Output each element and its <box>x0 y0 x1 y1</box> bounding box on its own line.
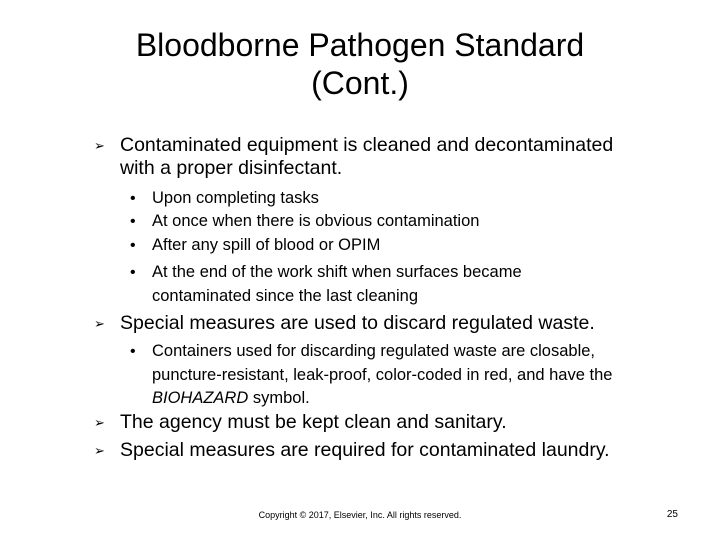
copyright-footer: Copyright © 2017, Elsevier, Inc. All rights reserved. <box>258 510 462 520</box>
bullet-2-line-1: Special measures are used to discard regulated waste. <box>120 312 595 334</box>
sub-bullet-text-last <box>152 387 672 411</box>
bullet-2 <box>94 312 660 335</box>
arrow-bullet-icon: ➢ <box>94 316 105 331</box>
bullet-3-line-1: The agency must be kept clean and sanitary. <box>120 411 507 433</box>
title-line-1: Bloodborne Pathogen Standard <box>135 27 585 63</box>
dot-bullet-icon: • <box>130 237 136 254</box>
arrow-bullet-icon: ➢ <box>94 443 105 458</box>
sub-bullet-text: Upon completing tasks <box>152 189 319 207</box>
bullet-3 <box>94 411 660 434</box>
dot-bullet-icon: • <box>130 190 136 207</box>
sub-bullet-2-1 <box>130 340 672 411</box>
sub-bullet-text: At the end of the work shift when surfaces became <box>152 263 522 281</box>
title-line-2: (Cont.) <box>311 65 409 101</box>
sub-bullet-1-4 <box>130 261 672 308</box>
sub-bullet-text: Containers used for discarding regulated waste are closable, <box>152 342 596 360</box>
sub-bullet-text: After any spill of blood or OPIM <box>152 236 381 254</box>
arrow-bullet-icon: ➢ <box>94 138 105 153</box>
symbol-suffix: symbol. <box>248 389 310 407</box>
dot-bullet-icon: • <box>130 213 136 230</box>
bullet-1-line-1: Contaminated equipment is cleaned and decontaminated <box>120 134 614 156</box>
sub-bullet-1-3 <box>130 234 672 258</box>
sub-bullet-1-1 <box>130 187 672 211</box>
sub-bullet-1-2 <box>130 210 672 234</box>
sub-bullet-text: puncture-resistant, leak-proof, color-coded in red, and have the <box>152 365 613 384</box>
page-number: 25 <box>666 509 678 520</box>
bullet-1-line-2: with a proper disinfectant. <box>120 157 343 179</box>
bullet-1 <box>94 134 660 180</box>
biohazard-term: BIOHAZARD <box>152 389 249 407</box>
sub-bullet-text: At once when there is obvious contamination <box>152 212 480 230</box>
arrow-bullet-icon: ➢ <box>94 415 105 430</box>
bullet-4 <box>94 439 660 462</box>
dot-bullet-icon: • <box>130 343 136 360</box>
sub-bullet-text: contaminated since the last cleaning <box>152 286 418 305</box>
bullet-4-line-1: Special measures are required for contaminated laundry. <box>120 439 610 461</box>
dot-bullet-icon: • <box>130 264 136 281</box>
